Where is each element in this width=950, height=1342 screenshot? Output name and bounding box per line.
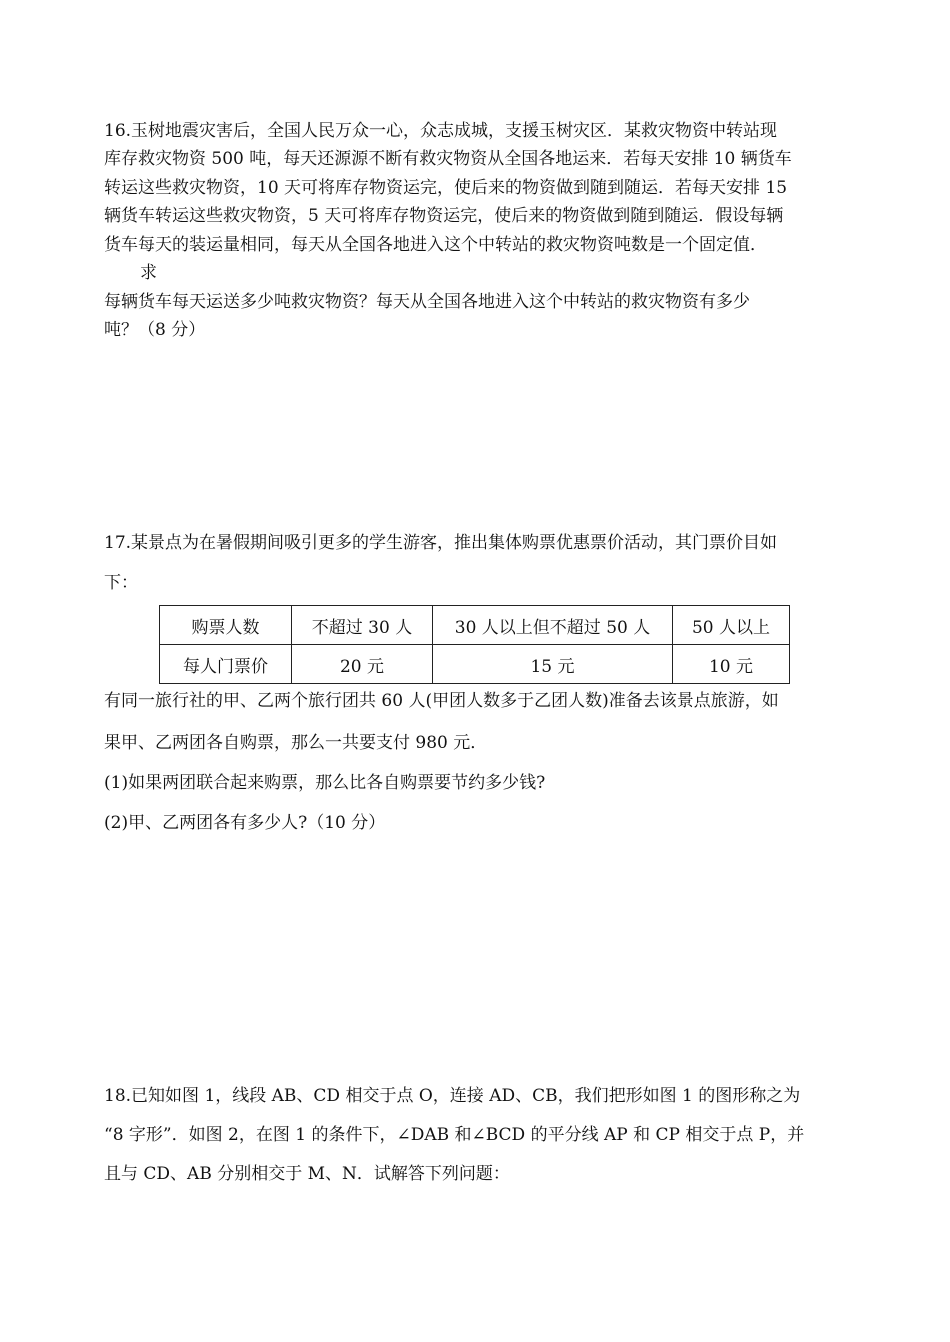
table-row [160, 645, 790, 684]
q16-line-4: 辆货车转运这些救灾物资，5 天可将库存物资运完，使后来的物资做到随到随运．假设每辆 [104, 206, 784, 226]
ticket-price-table [159, 605, 790, 684]
table-cell: 购票人数 [160, 606, 292, 645]
table-cell: 50 人以上 [673, 606, 790, 645]
q17-body-2: 果甲、乙两团各自购票，那么一共要支付 980 元． [104, 733, 488, 753]
q17-intro-1: 17.某景点为在暑假期间吸引更多的学生游客，推出集体购票优惠票价活动，其门票价目如 [104, 533, 778, 553]
q18-line-3: 且与 CD、AB 分别相交于 M、N．试解答下列问题： [104, 1164, 510, 1184]
table-cell: 20 元 [292, 645, 433, 684]
q16-line-7: 每辆货车每天运送多少吨救灾物资？每天从全国各地进入这个中转站的救灾物资有多少 [104, 292, 750, 312]
table-cell: 30 人以上但不超过 50 人 [433, 606, 673, 645]
q18-line-1: 18.已知如图 1，线段 AB、CD 相交于点 O，连接 AD、CB，我们把形如图 1 的图形称之为 [104, 1086, 801, 1106]
q17-intro-2: 下： [104, 573, 138, 593]
table-header-row [160, 606, 790, 645]
q17-part-1: (1)如果两团联合起来购票，那么比各自购票要节约多少钱? [104, 773, 546, 793]
q16-line-1: 16.玉树地震灾害后，全国人民万众一心，众志成城，支援玉树灾区．某救灾物资中转站现 [104, 121, 778, 141]
q16-line-8: 吨？（8 分） [104, 320, 206, 340]
table-cell: 15 元 [433, 645, 673, 684]
q16-line-2: 库存救灾物资 500 吨，每天还源源不断有救灾物资从全国各地运来．若每天安排 10 辆货车 [104, 149, 792, 169]
table-cell: 10 元 [673, 645, 790, 684]
q18-line-2: “8 字形”．如图 2，在图 1 的条件下，∠DAB 和∠BCD 的平分线 AP 和 CP 相交于点 P，并 [104, 1125, 805, 1145]
table-cell: 不超过 30 人 [292, 606, 433, 645]
q16-line-3: 转运这些救灾物资，10 天可将库存物资运完，使后来的物资做到随到随运．若每天安排 15 [104, 178, 788, 198]
table-cell: 每人门票价 [160, 645, 292, 684]
q17-part-2: (2)甲、乙两团各有多少人?（10 分） [104, 813, 386, 833]
q16-line-5: 货车每天的装运量相同，每天从全国各地进入这个中转站的救灾物资吨数是一个固定值． [104, 235, 767, 255]
q17-body-1: 有同一旅行社的甲、乙两个旅行团共 60 人(甲团人数多于乙团人数)准备去该景点旅游，如 [104, 691, 779, 711]
q16-line-6: 求 [140, 263, 157, 283]
